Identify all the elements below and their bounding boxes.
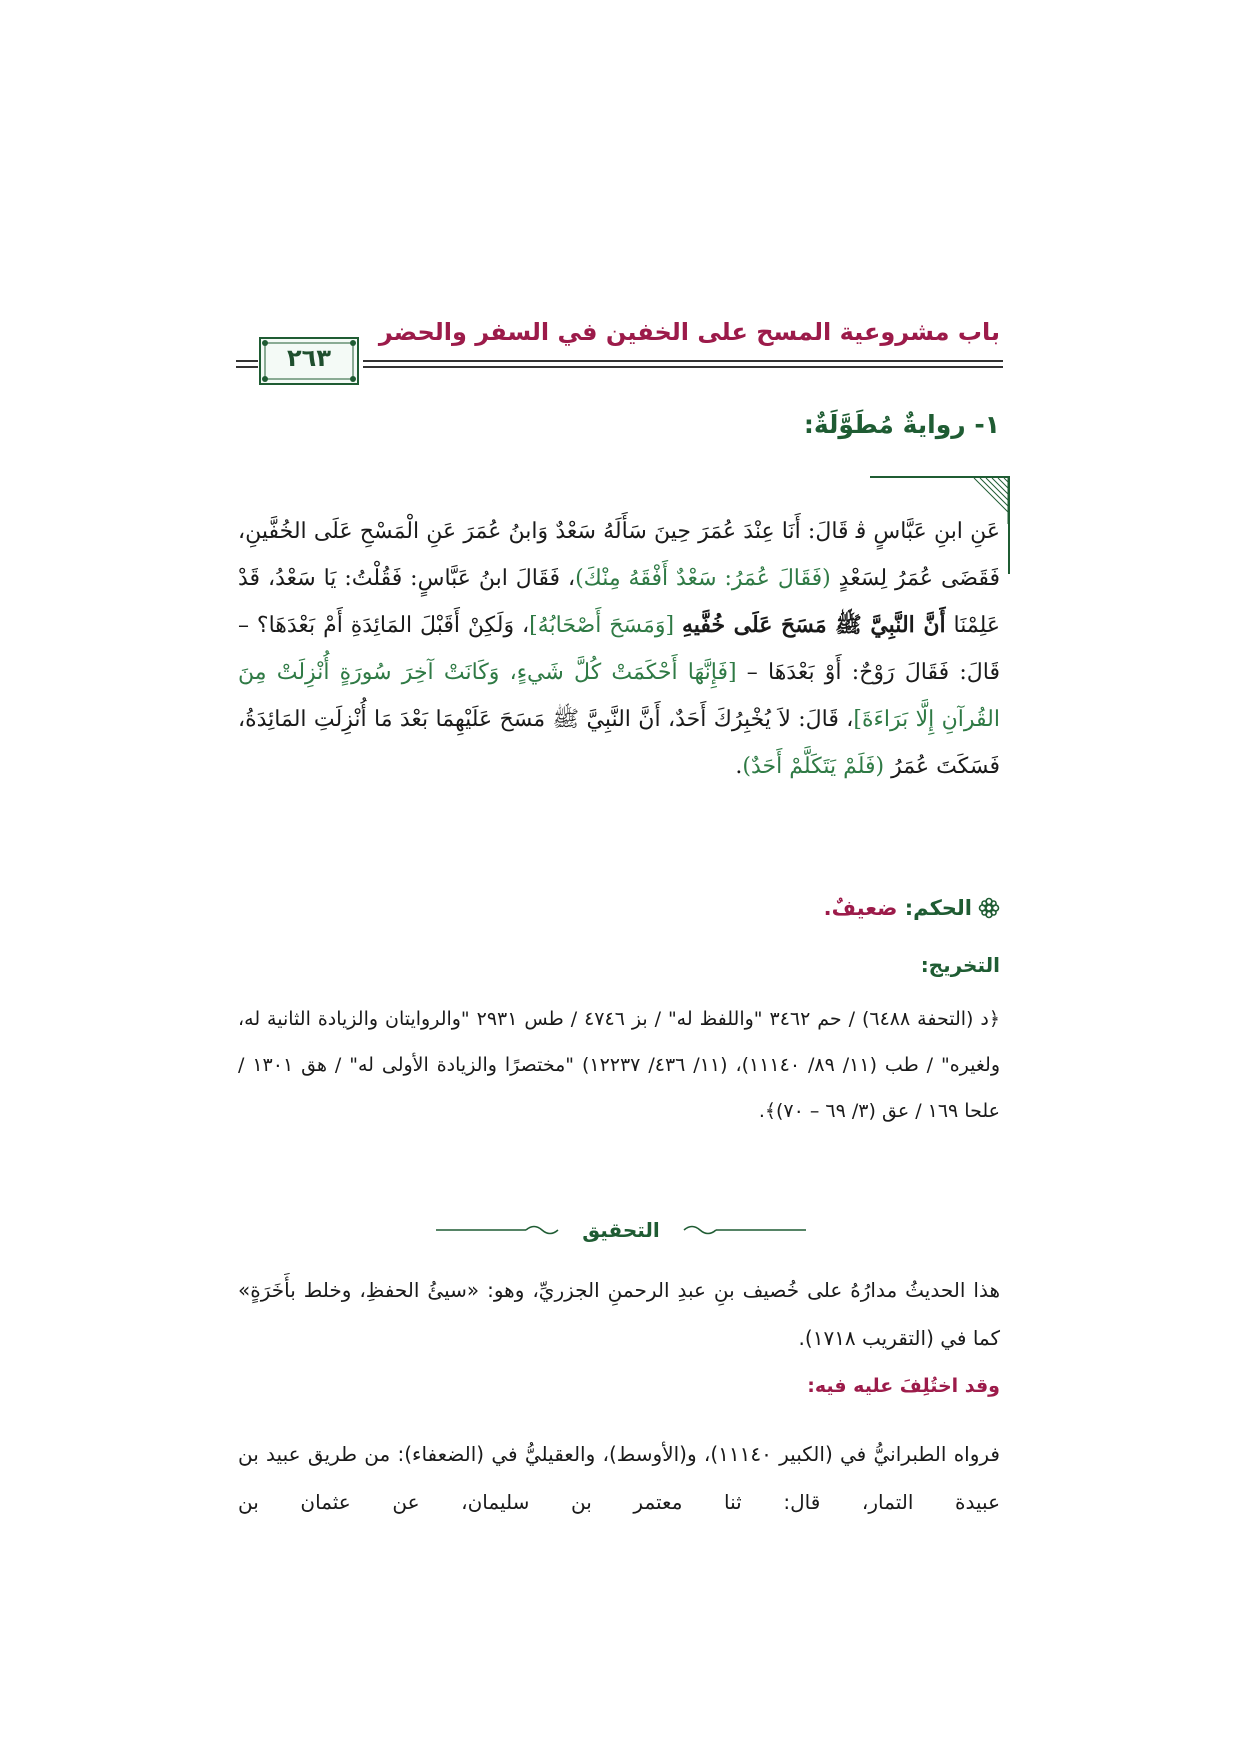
ruling-value: ضعيفٌ. — [823, 896, 898, 920]
header-rule — [363, 366, 1003, 368]
header-rule — [236, 360, 258, 362]
header-rule — [236, 366, 258, 368]
flower-ornament-icon — [978, 897, 1000, 919]
hadith-addition: (فَقَالَ عُمَرُ: سَعْدٌ أَفْقَهُ مِنْكَ) — [575, 566, 831, 591]
hadith-segment: ، وَلَكِنْ أَقَبْلَ المَائِدَةِ أَمْ بَعْدَهَا؟ – قَالَ: فَقَالَ رَوْحٌ: أَوْ بَعْدَهَا – — [238, 613, 1000, 685]
tahqiq-title: التحقيق — [582, 1218, 660, 1242]
header-rule — [363, 360, 1003, 362]
analysis-paragraph: هذا الحديثُ مدارُهُ على خُصيف بنِ عبدِ الرحمنِ الجزريِّ، وهو: «سيئُ الحفظِ، وخلط بأَخَرَةٍ» كما في (التقريب ١٧١٨). — [238, 1278, 1000, 1350]
hadith-segment: عَنِ ابنِ عَبَّاسٍ ﭬ قَالَ: أَنَا عِنْدَ عُمَرَ حِينَ سَأَلَهُ سَعْدٌ وَابنُ عُمَرَ عَنِ الْمَسْحِ عَلَى الخُفَّينِ، فَقَضَى عُمَرُ لِسَعْدٍ — [238, 519, 1001, 591]
hadith-emphasis: أَنَّ النَّبِيَّ ﷺ مَسَحَ عَلَى خُفَّيهِ — [681, 612, 946, 638]
chapter-title: باب مشروعية المسح على الخفين في السفر والحضر — [378, 318, 1000, 346]
hadith-addition: [وَمَسَحَ أَصْحَابُهُ] — [529, 613, 682, 638]
analysis-paragraph: فرواه الطبرانيُّ في (الكبير ١١١٤٠)، و(الأوسط)، والعقيليُّ في (الضعفاء): من طريق عبيد بن عبيدة التمار، قال: ثنا معتمر بن سليمان، عن عثمان بن — [238, 1442, 1000, 1514]
hadith-segment: . — [735, 754, 743, 779]
subheading: وقد اختُلِفَ عليه فيه: — [807, 1375, 1000, 1397]
page-number: ٢٦٣ — [287, 344, 331, 372]
takhrij-heading: التخريج: — [920, 953, 1000, 977]
section-heading: ١- روايةٌ مُطَوَّلَةٌ: — [803, 410, 1000, 439]
hadith-segment: ، قَالَ: لاَ يُخْبِرُكَ أَحَدٌ، أَنَّ النَّبِيَّ ﷺ مَسَحَ عَلَيْهِمَا بَعْدَ مَا أُنْزِلَتِ المَائِدَةُ، فَسَكَتَ عُمَرُ — [238, 707, 1000, 779]
takhrij-text: ﴿د (التحفة ٦٤٨٨) / حم ٣٤٦٢ "واللفظ له" / بز ٤٧٤٦ / طس ٢٩٣١ "والروايتان والزيادة الثانية له، ولغيره" / طب (١١/ ٨٩/ ١١١٤٠)، (١١/ ٤٣٦/ ١٢٢٣٧) "مختصرًا والزيادة الأولى له" / هق ١٣٠١ / علحا ١٦٩ / عق (٣/ ٦٩ – ٧٠)﴾. — [238, 1008, 1000, 1122]
hadith-text — [238, 508, 1000, 790]
ruling-label: الحكم: — [897, 896, 972, 920]
hadith-addition: [فَإِنَّهَا أَحْكَمَتْ كُلَّ شَيءٍ، وَكَانَتْ آخِرَ سُورَةٍ أُنْزِلَتْ مِنَ القُرآنِ إِلَّا بَرَاءَةَ] — [238, 660, 1000, 732]
hadith-addition: (فَلَمْ يَتَكَلَّمْ أَحَدٌ) — [742, 754, 885, 779]
ruling-line — [240, 896, 1000, 920]
hadith-segment: ، فَقَالَ ابنُ عَبَّاسٍ: فَقُلْتُ: يَا سَعْدُ، قَدْ عَلِمْنَا — [238, 566, 1000, 638]
